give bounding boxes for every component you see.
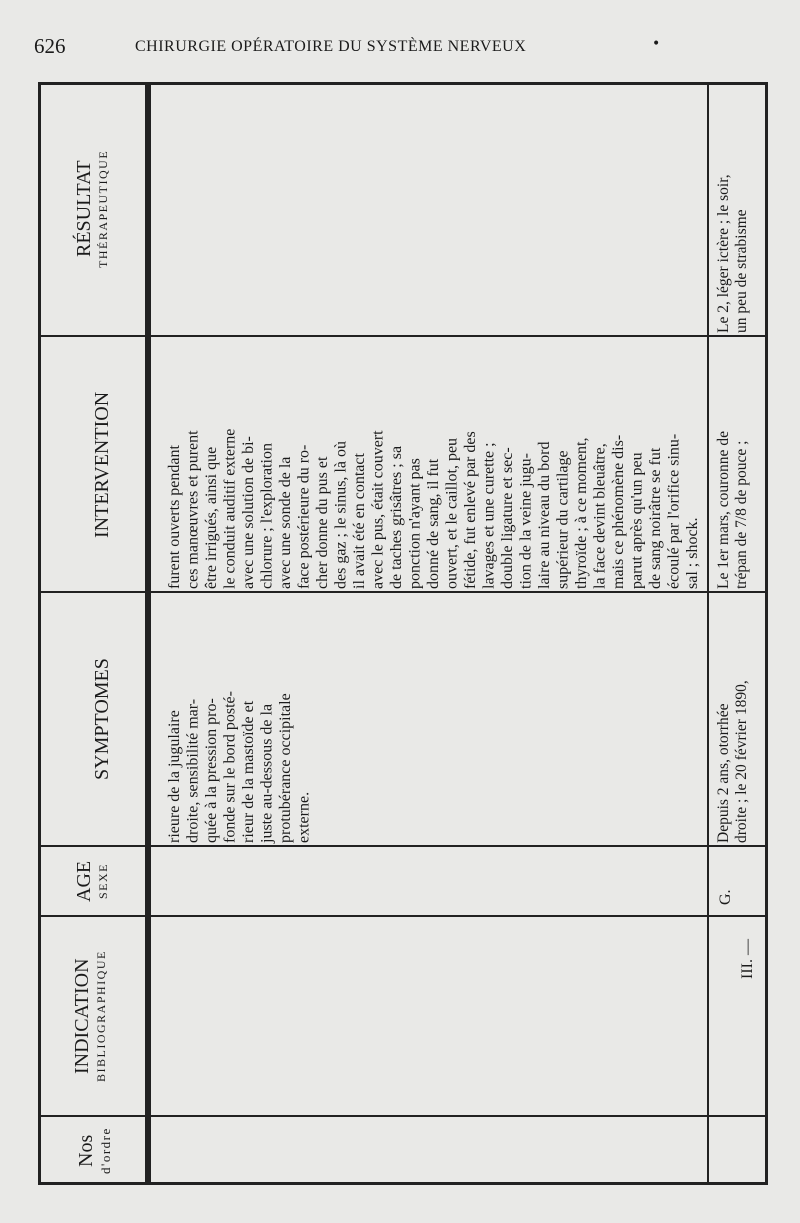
heading-indication: INDICATION BIBLIOGRAPHIQUE [71, 950, 108, 1082]
symptoms-continued: rieure de la jugulaire droite, sensibilité mar- quée à la pression pro- fonde sur le bord posté- rieur de la mastoïde et juste au-dessous de la protubérance occipitale externe. [166, 691, 313, 843]
page-header [0, 0, 800, 70]
heading-symptomes: SYMPTOMES [91, 658, 113, 780]
case-result: Le 2, léger ictère ; le soir, un peu de strabisme [715, 174, 750, 333]
print-mark: • [652, 36, 661, 52]
col-divider [41, 591, 765, 593]
case-symptoms: Depuis 2 ans, otorrhée droite ; le 20 février 1890, [715, 680, 750, 843]
page-number: 626 [34, 34, 66, 58]
heading-nos: Nos d'ordre [75, 1127, 113, 1175]
case-number: III. — [739, 939, 756, 979]
heading-intervention: INTERVENTION [91, 391, 113, 539]
heading-resultat: RÉSULTAT THÉRAPEUTIQUE [73, 149, 110, 269]
heading-age: AGE SEXE [73, 860, 110, 902]
col-divider [41, 845, 765, 847]
case-sex: G. [717, 889, 734, 905]
table-frame [38, 82, 768, 1185]
col-divider [41, 915, 765, 917]
intervention-continued: furent ouverts pendant ces manœuvres et purent être irrigués, ainsi que le conduit auditif externe avec une solution de bi- chlorure ; l'exploration avec une sonde de la face postérieure du ro- cher donne du pus et des gaz ; le sinus, là où il avait été en contact avec le pus, était couvert de taches grisâtres ; sa ponction n'ayant pas donné de sang, il fut ouvert, et le caillot, peu fétide, fut enlevé par des lavages et une curette ; double ligature et sec- tion de la veine jugu- laire au niveau du bord supérieur du cartilage thyroïde ; à ce moment, la face devint bleuâtre, mais ce phénomène dis- parut après qu'un peu de sang noirâtre se fut écoulé par l'orifice sinu- sal ; shock. [166, 428, 701, 589]
header-divider [145, 85, 151, 1182]
running-title: CHIRURGIE OPÉRATOIRE DU SYSTÈME NERVEUX [135, 38, 527, 55]
col-divider [41, 1115, 765, 1117]
col-divider [41, 335, 765, 337]
case-intervention: Le 1er mars, couronne de trépan de 7/8 de pouce ; [715, 431, 750, 589]
row-divider [707, 85, 709, 1182]
